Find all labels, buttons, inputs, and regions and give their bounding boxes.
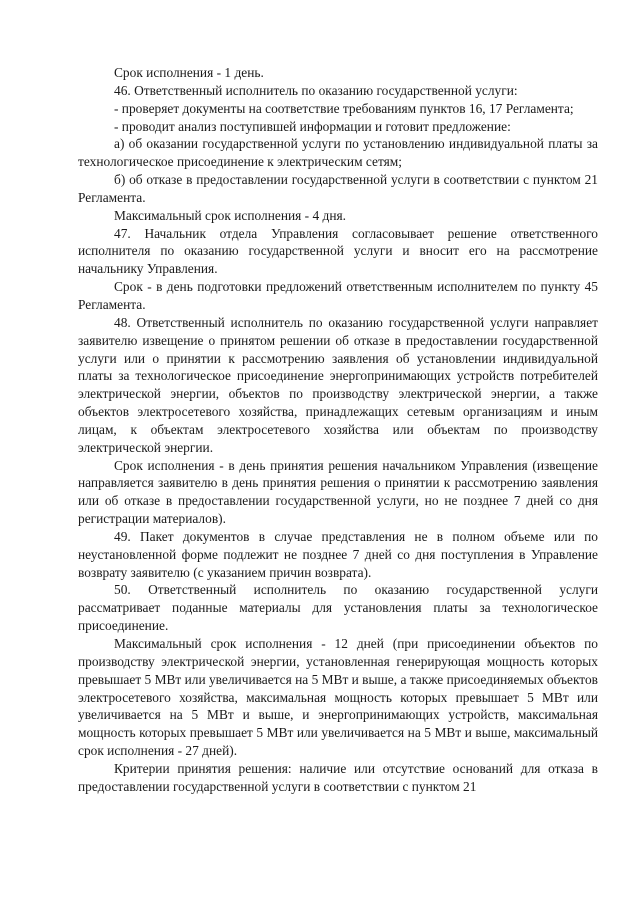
paragraph-option-a: а) об оказании государственной услуги по установлению индивидуальной платы за технологическое присоединение к электрическим сетям;: [78, 136, 598, 170]
paragraph-item-47: 47. Начальник отдела Управления согласовывает решение ответственного исполнителя по оказанию государственной услуги и вносит его на рассмотрение начальнику Управления.: [78, 225, 598, 277]
document-body: [78, 64, 598, 796]
paragraph-max-term-12-days: Максимальный срок исполнения - 12 дней (при присоединении объектов по производству электрической энергии, установленная генерирующая мощность которых превышает 5 МВт или увеличивается на 5 МВт и выше, а также присоединяемых объектов электросетевого хозяйства, максимальная мощность которых превышает 5 МВт или увеличивается на 5 МВт и выше, и энергопринимающих устройств, максимальная мощность которых превышает 5 МВт или увеличивается на 5 МВт и выше, максимальный срок исполнения - 27 дней).: [78, 636, 598, 759]
paragraph-term-item-45: Срок - в день подготовки предложений ответственным исполнителем по пункту 45 Регламента.: [78, 279, 598, 312]
paragraph-item-49: 49. Пакет документов в случае представления не в полном объеме или по неустановленной форме подлежит не позднее 7 дней со дня поступления в Управление возврату заявителю (с указанием причин возврата).: [78, 528, 598, 580]
paragraph-check-documents: - проверяет документы на соответствие требованиям пунктов 16, 17 Регламента;: [114, 100, 574, 116]
paragraph-item-46: 46. Ответственный исполнитель по оказанию государственной услуги:: [114, 82, 518, 98]
paragraph-term-1-day: Срок исполнения - 1 день.: [114, 65, 264, 80]
paragraph-item-48: 48. Ответственный исполнитель по оказанию государственной услуги направляет заявителю извещение о принятом решении об отказе в предоставлении государственной услуги или о принятии к рассмотрению заявления об установлении индивидуальной платы за технологическое присоединение энергопринимающих устройств потребителей электрической энергии, объектов по производству электрической энергии, а также объектов электросетевого хозяйства, принадлежащих сетевым организациям и иным лицам, к объектам электросетевого хозяйства или объектам по производству электрической энергии.: [78, 314, 598, 455]
paragraph-decision-criteria: Критерии принятия решения: наличие или отсутствие оснований для отказа в предоставлении государственной услуги в соответствии с пунктом 21: [78, 760, 598, 794]
paragraph-item-50: 50. Ответственный исполнитель по оказанию государственной услуги рассматривает поданные материалы для установления платы за технологическое присоединение.: [78, 582, 598, 634]
paragraph-term-decision-day: Срок исполнения - в день принятия решения начальником Управления (извещение направляется заявителю в день принятия решения о принятии к рассмотрению заявления или об отказе в предоставлении государственной услуги, но не позднее 7 дней со дня регистрации материалов).: [78, 457, 598, 527]
paragraph-max-term-4-days: Максимальный срок исполнения - 4 дня.: [114, 207, 346, 223]
paragraph-option-b: б) об отказе в предоставлении государственной услуги в соответствии с пунктом 21 Регламента.: [78, 172, 598, 205]
paragraph-analysis: - проводит анализ поступившей информации и готовит предложение:: [114, 118, 511, 134]
